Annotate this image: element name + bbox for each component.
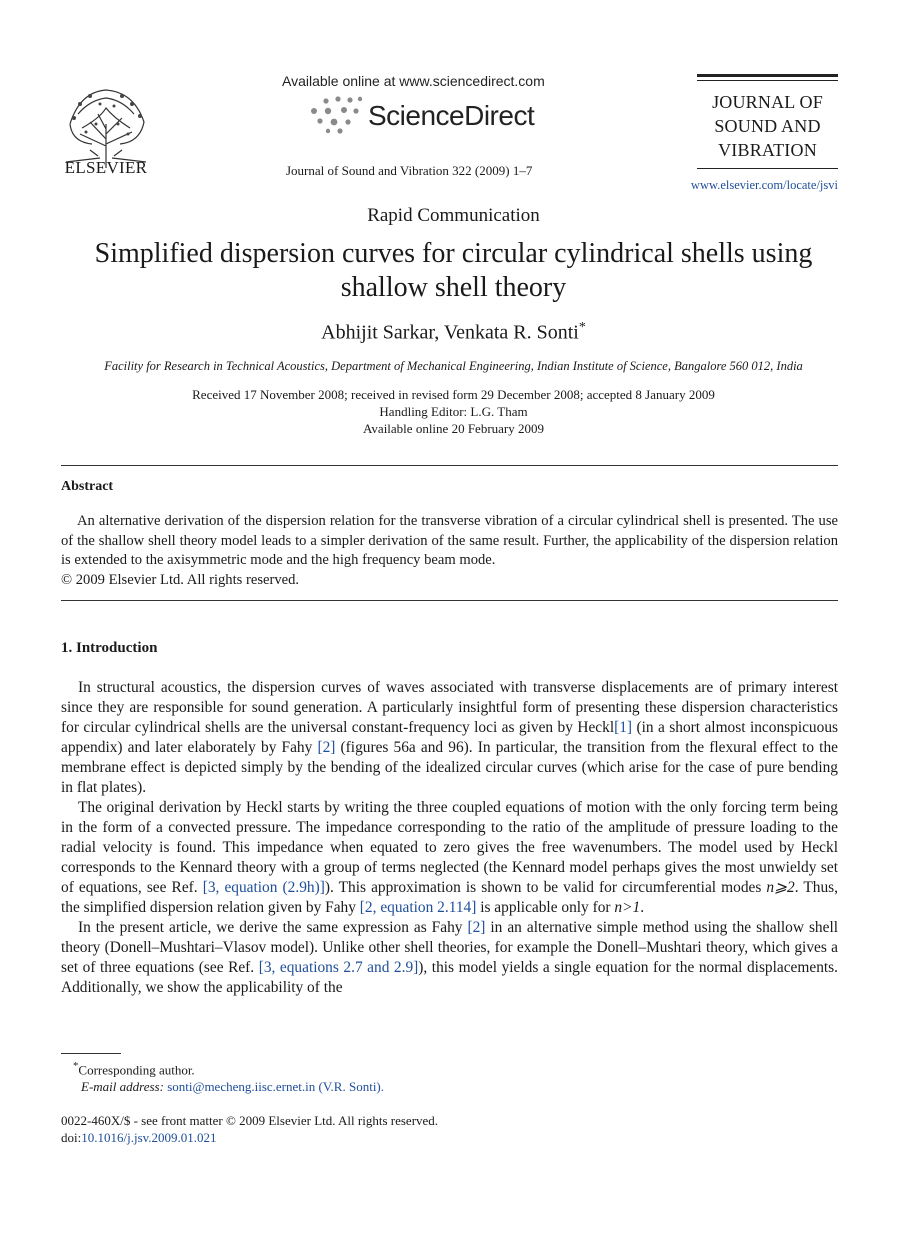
reference-link[interactable]: [3, equation (2.9h)] <box>202 879 325 896</box>
reference-link[interactable]: [2] <box>317 739 336 756</box>
available-online-text[interactable]: Available online at www.sciencedirect.com <box>282 73 545 89</box>
journal-url-link[interactable]: www.elsevier.com/locate/jsvi <box>690 178 838 192</box>
reference-link[interactable]: [3, equations 2.7 and 2.9] <box>258 959 419 976</box>
sciencedirect-logo-text[interactable]: ScienceDirect <box>368 100 535 131</box>
paragraph-text: . <box>640 899 645 916</box>
paragraph-text: In the present article, we derive the same expression as Fahy <box>78 919 468 936</box>
paragraph-text: (figures 56a and 96). In particular, the transition from the flexural effect to the membrane effect is depicted simply by the bending of the idealized circular curves (which arise for the case of pure bending in flat plates). <box>61 739 838 796</box>
doi-label: doi: <box>61 1130 82 1145</box>
section-heading-introduction: 1. Introduction <box>61 640 158 656</box>
reference-link[interactable]: [2, equation 2.114] <box>359 899 477 916</box>
corresponding-author-mark[interactable]: * <box>578 320 586 335</box>
article-type: Rapid Communication <box>367 205 540 226</box>
footnote-mark: * <box>73 1060 79 1072</box>
article-title <box>50 237 857 305</box>
footnote-email <box>61 1078 838 1095</box>
abstract-heading: Abstract <box>61 479 114 494</box>
doi-line <box>61 1129 838 1146</box>
reference-link[interactable]: [1] <box>614 719 633 736</box>
journal-rule-bottom <box>697 168 838 169</box>
footnote-corresponding <box>61 1058 838 1078</box>
email-link[interactable]: sonti@mecheng.iisc.ernet.in (V.R. Sonti). <box>167 1079 385 1095</box>
footnote-text: Corresponding author. <box>78 1062 195 1078</box>
paragraph-text: ). This approximation is shown to be valid for circumferential modes <box>324 879 767 896</box>
paragraph <box>61 678 838 798</box>
article-title-line: shallow shell theory <box>340 272 567 303</box>
journal-title <box>697 90 838 162</box>
paragraph-text: In structural acoustics, the dispersion curves of waves associated with transverse displacements are of primary interest since they are responsible for sound generation. A particularly insightful form of presenting these dispersion characteristics for circular cylindrical shells are the universal constant-frequency loci as given by Heckl <box>61 679 838 736</box>
math-inline: n>1 <box>614 899 641 916</box>
handling-editor: Handling Editor: L.G. Tham <box>379 404 528 419</box>
paragraph-text: ), this model yields a single equation for the normal displacements. Additionally, we show the applicability of the <box>61 959 839 996</box>
math-inline: n⩾2 <box>766 879 795 896</box>
paragraph-text: is applicable only for <box>476 899 615 916</box>
footnote <box>61 1058 838 1095</box>
affiliation: Facility for Research in Technical Acoustics, Department of Mechanical Engineering, Indian Institute of Science, Bangalore 560 012, India <box>104 359 803 373</box>
journal-title-line: SOUND AND <box>714 116 821 136</box>
journal-rule-top <box>697 74 838 77</box>
author-names: Abhijit Sarkar, Venkata R. Sonti <box>321 321 579 344</box>
journal-citation: Journal of Sound and Vibration 322 (2009) 1–7 <box>286 163 533 178</box>
article-dates <box>0 386 907 437</box>
journal-title-line: VIBRATION <box>718 140 817 160</box>
doi-link[interactable]: 10.1016/j.jsv.2009.01.021 <box>81 1130 217 1145</box>
introduction-body <box>61 678 838 998</box>
page-footer <box>61 1112 838 1146</box>
abstract-body <box>61 512 838 590</box>
article-title-line: Simplified dispersion curves for circular cylindrical shells using <box>94 238 813 269</box>
footnote-rule <box>61 1053 121 1054</box>
paragraph-text: . Thus, the simplified dispersion relation given by Fahy <box>61 879 838 916</box>
received-dates: Received 17 November 2008; received in revised form 29 December 2008; accepted 8 January 2009 <box>192 387 715 402</box>
journal-title-line: JOURNAL OF <box>712 92 823 112</box>
paragraph <box>61 918 838 998</box>
elsevier-wordmark: ELSEVIER <box>64 158 148 177</box>
sciencedirect-dots-icon <box>306 95 366 135</box>
abstract-copyright: © 2009 Elsevier Ltd. All rights reserved. <box>61 571 300 588</box>
email-label: E-mail address: <box>81 1079 164 1095</box>
paragraph-text: (in a short almost inconspicuous appendix) and later elaborately by Fahy <box>61 719 839 756</box>
issn-line: 0022-460X/$ - see front matter © 2009 Elsevier Ltd. All rights reserved. <box>61 1113 439 1128</box>
abstract-rule-top <box>61 465 838 466</box>
abstract-rule-bottom <box>61 600 838 601</box>
paragraph <box>61 798 838 918</box>
paragraph-text: The original derivation by Heckl starts by writing the three coupled equations of motion with the only forcing term being in the form of a convected pressure. The impedance corresponding to the ratio of the amplitude of pressure loading to the radial velocity is found. This impedance when equated to zero gives the free wavenumbers. The model used by Heckl corresponds to the Kennard theory with a group of terms neglected (the Kennard model perhaps gives the most unwieldy set of equations, see Ref. <box>61 799 838 896</box>
paragraph-text: in an alternative simple method using the shallow shell theory (Donell–Mushtari–Vlasov model). Unlike other shell theories, for example the Donell–Mushtari theory, which gives a set of three equations (see Ref. <box>61 919 839 976</box>
reference-link[interactable]: [2] <box>467 919 486 936</box>
available-online-date: Available online 20 February 2009 <box>363 421 544 436</box>
abstract-text: An alternative derivation of the dispersion relation for the transverse vibration of a circular cylindrical shell is presented. The use of the shallow shell theory model leads to a simpler derivation of the same result. Further, the applicability of the dispersion relation is extended to the axisymmetric mode and the high frequency beam mode. <box>61 513 838 569</box>
authors <box>0 320 907 345</box>
journal-rule-top-thin <box>697 80 838 81</box>
